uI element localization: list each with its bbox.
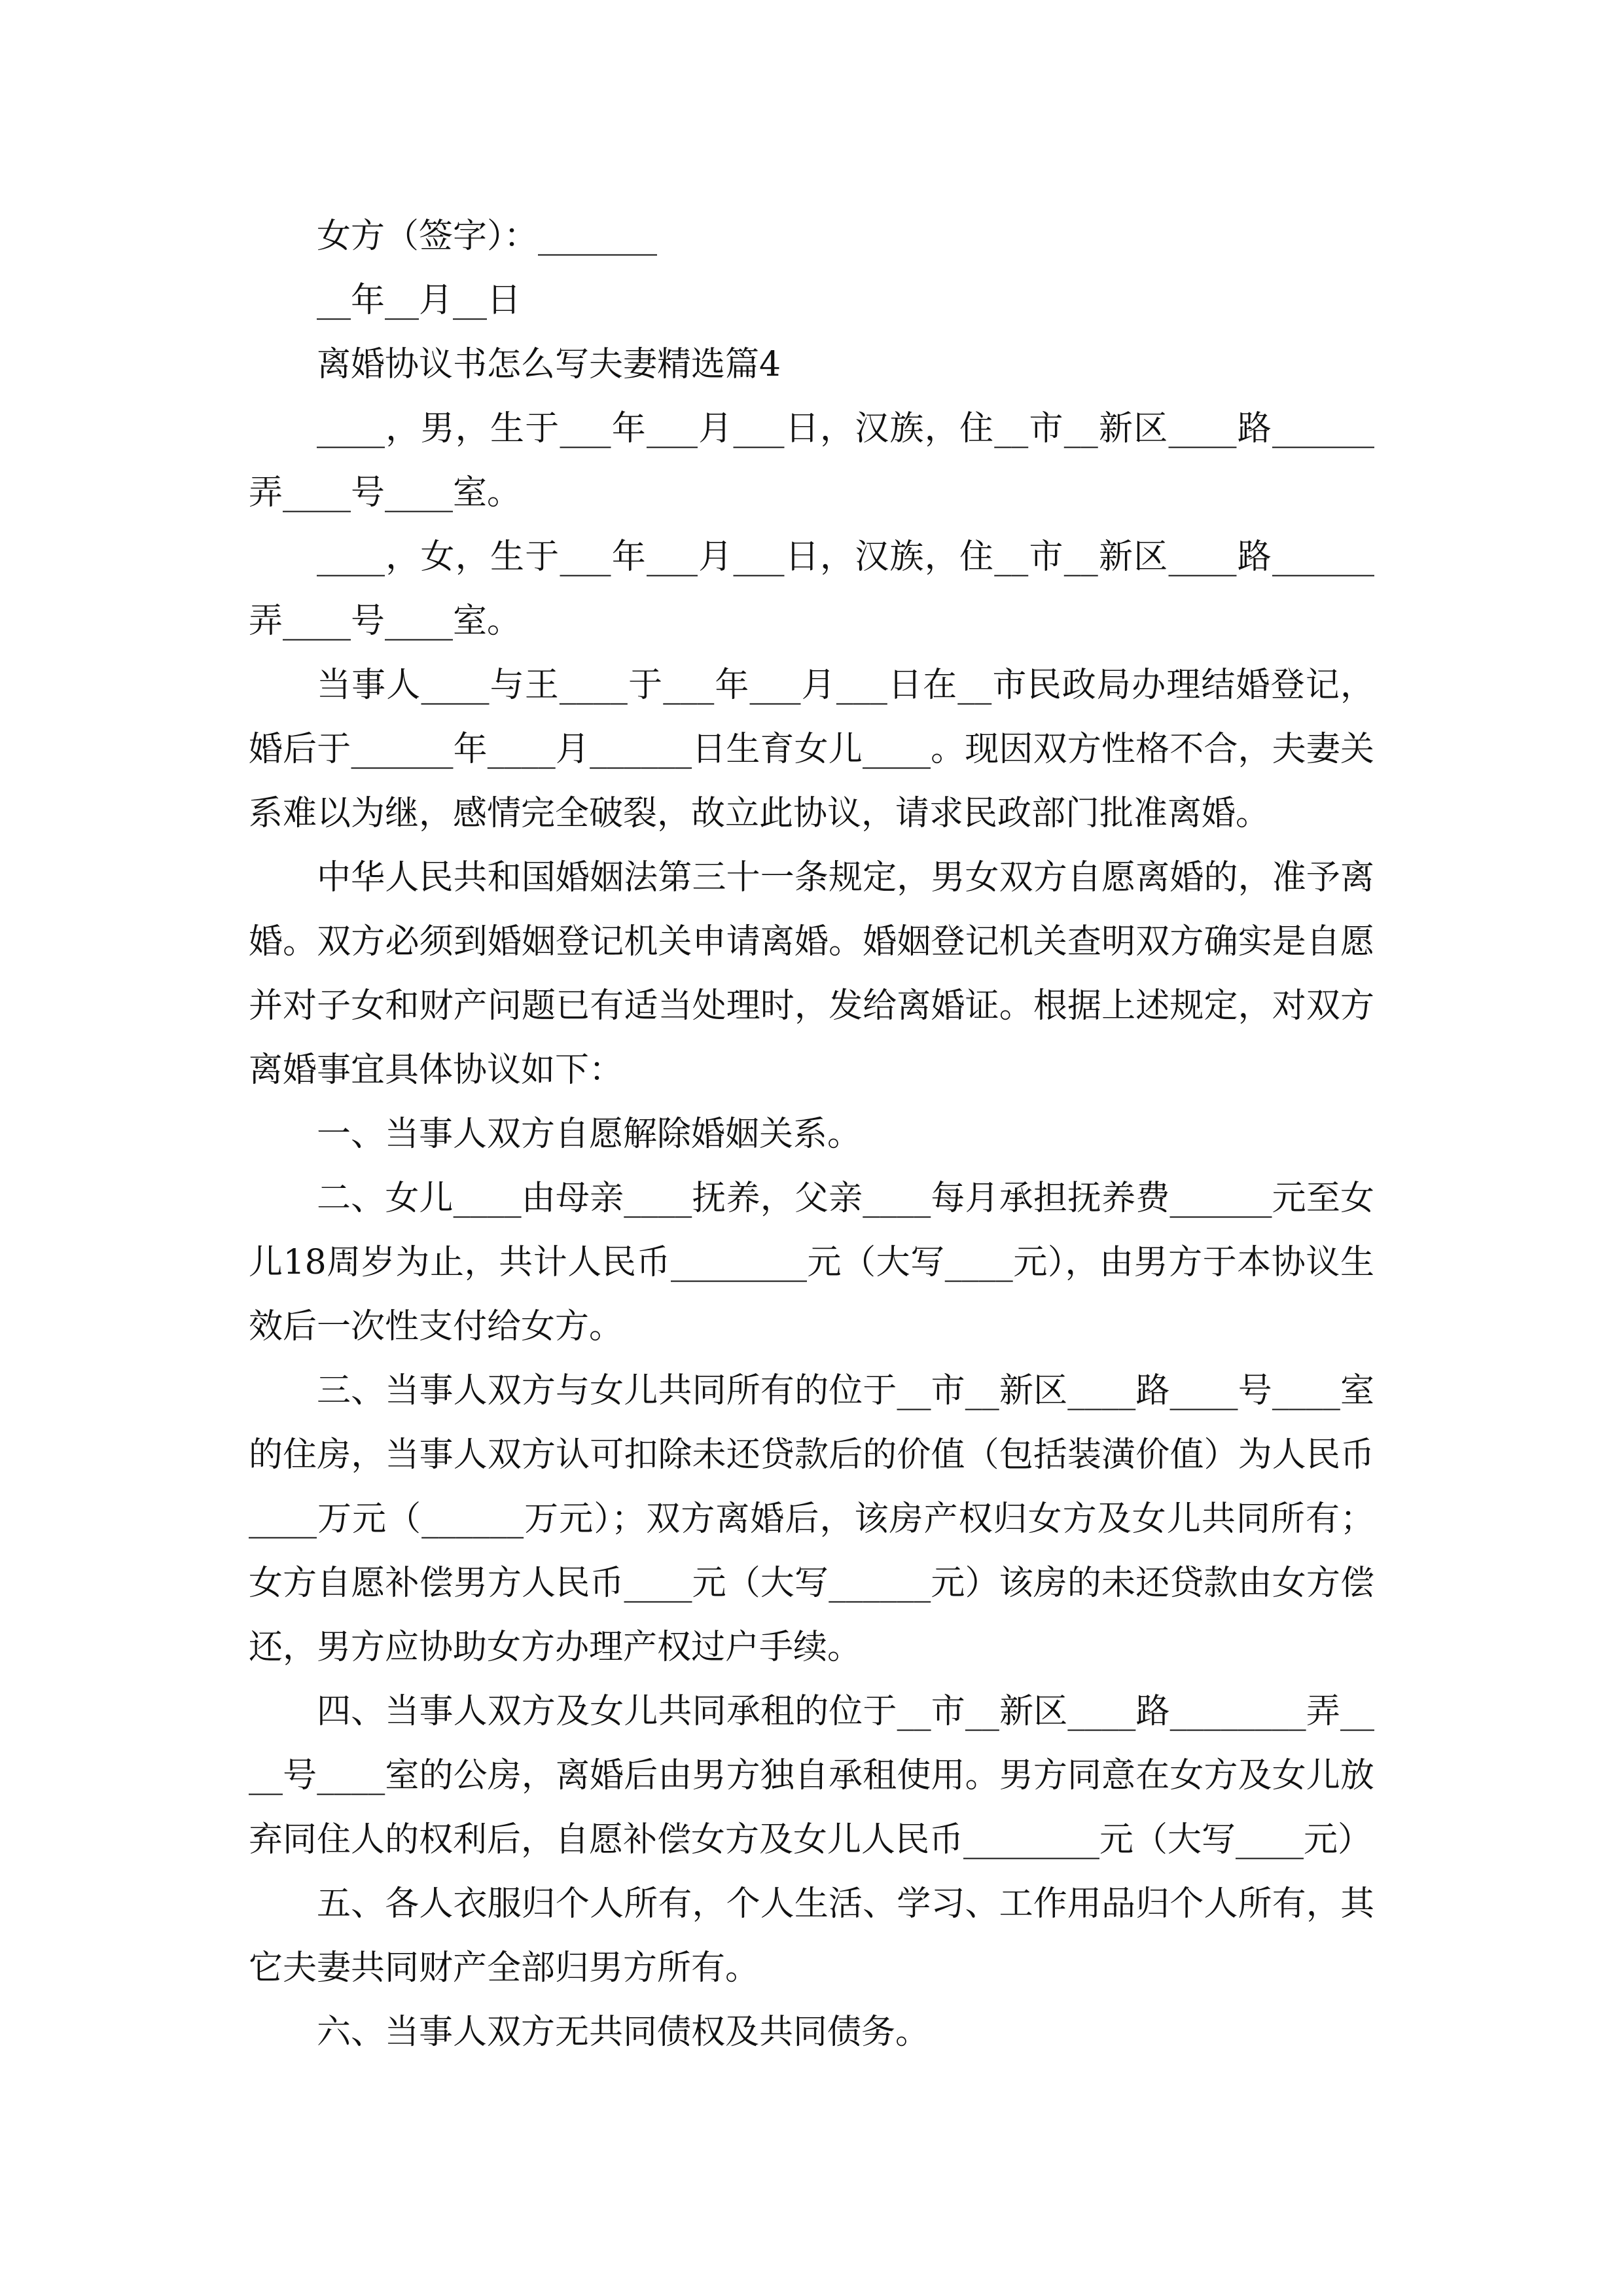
clause-6: 六、当事人双方无共同债权及共同债务。 xyxy=(317,2013,930,2052)
date-line: __年__月__日 xyxy=(317,281,522,320)
party-male-info: ____，男，生于___年___月___日，汉族，住__市__新区____路______弄____号____室。 xyxy=(249,409,1374,512)
clause-2: 二、女儿____由母亲____抚养，父亲____每月承担抚养费______元至女儿18周岁为止，共计人民币________元（大写____元），由男方于本协议生效后一次性支付给女方。 xyxy=(249,1179,1374,1346)
marriage-background-paragraph: 当事人____与王____于___年___月___日在__市民政局办理结婚登记，婚后于______年____月______日生育女儿____。现因双方性格不合，夫妻关系难以为继，感情完全破裂，故立此协议，请求民政部门批准离婚。 xyxy=(249,666,1374,833)
clause-5: 五、各人衣服归个人所有，个人生活、学习、工作用品归个人所有，其它夫妻共同财产全部归男方所有。 xyxy=(249,1884,1374,1988)
party-female-info: ____，女，生于___年___月___日，汉族，住__市__新区____路______弄____号____室。 xyxy=(249,537,1374,641)
section-title: 离婚协议书怎么写夫妻精选篇4 xyxy=(317,345,781,384)
document-page xyxy=(249,204,1374,2064)
clause-4: 四、当事人双方及女儿共同承租的位于__市__新区____路________弄____号____室的公房，离婚后由男方独自承租使用。男方同意在女方及女儿放弃同住人的权利后，自愿补偿女方及女儿人民币________元（大写____元） xyxy=(249,1692,1374,1859)
legal-basis-paragraph: 中华人民共和国婚姻法第三十一条规定，男女双方自愿离婚的，准予离婚。双方必须到婚姻登记机关申请离婚。婚姻登记机关查明双方确实是自愿并对子女和财产问题已有适当处理时，发给离婚证。根据上述规定，对双方离婚事宜具体协议如下： xyxy=(249,858,1374,1090)
clause-3: 三、当事人双方与女儿共同所有的位于__市__新区____路____号____室的住房，当事人双方认可扣除未还贷款后的价值（包括装潢价值）为人民币____万元（______万元）；双方离婚后，该房产权归女方及女儿共同所有；女方自愿补偿男方人民币____元（大写______元）该房的未还贷款由女方偿还，男方应协助女方办理产权过户手续。 xyxy=(249,1371,1374,1667)
clause-1: 一、当事人双方自愿解除婚姻关系。 xyxy=(317,1115,862,1154)
signature-line-female: 女方（签字）：_______ xyxy=(317,217,658,256)
